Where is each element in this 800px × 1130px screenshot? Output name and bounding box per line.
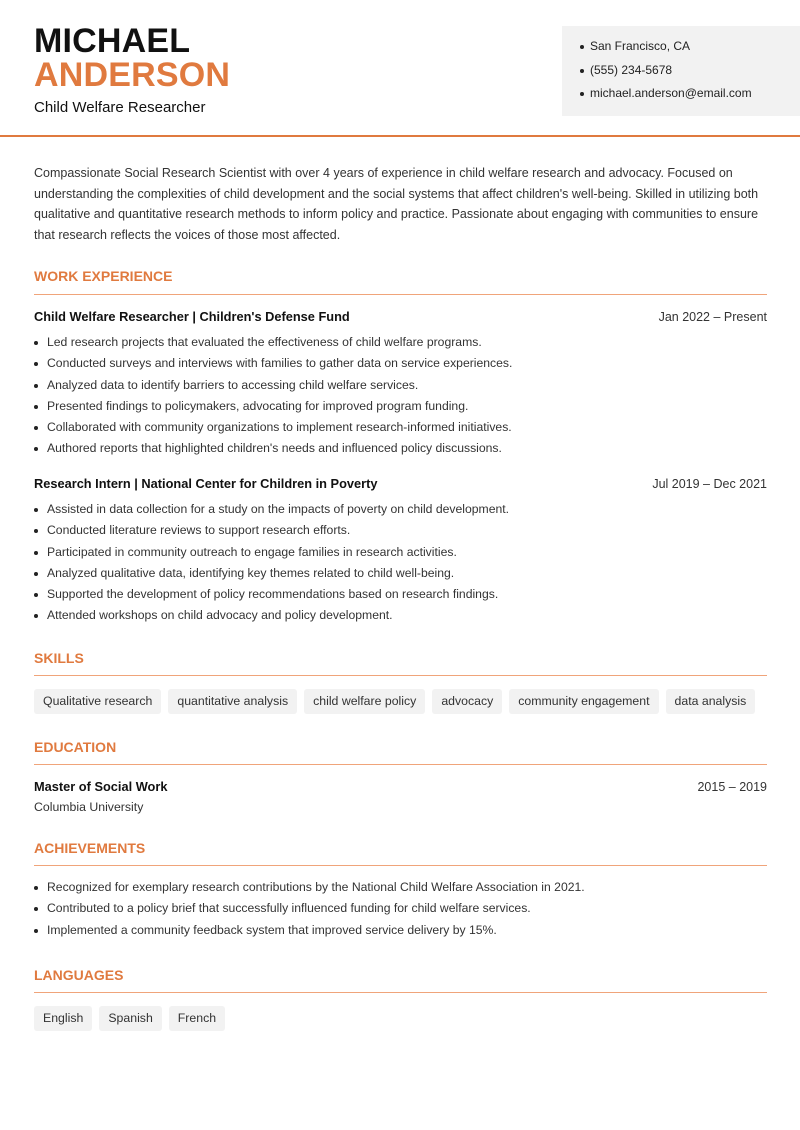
bullet-icon xyxy=(34,384,38,388)
bullet-icon xyxy=(580,45,584,49)
skill-chip: child welfare policy xyxy=(304,689,425,714)
bullet-text: Analyzed qualitative data, identifying key themes related to child well-being. xyxy=(47,565,455,580)
work-experience-heading: WORK EXPERIENCE xyxy=(34,268,173,284)
bullet-text: Contributed to a policy brief that successfully influenced funding for child welfare services. xyxy=(47,901,531,916)
achievements-list xyxy=(34,877,770,941)
language-chip: English xyxy=(34,1006,92,1031)
bullet-icon xyxy=(34,551,38,555)
list-item xyxy=(34,920,770,941)
skill-chip: Qualitative research xyxy=(34,689,161,714)
job-dates: Jan 2022 – Present xyxy=(658,310,767,324)
education-heading: EDUCATION xyxy=(34,739,117,755)
job-title: Child Welfare Researcher | Children's Defense Fund xyxy=(34,309,350,324)
skills-list xyxy=(34,689,755,714)
bullet-text: Collaborated with community organizations to implement research-informed initiatives. xyxy=(47,420,512,435)
job-bullets xyxy=(34,332,770,460)
bullet-text: Conducted literature reviews to support research efforts. xyxy=(47,523,351,538)
bullet-text: Assisted in data collection for a study on the impacts of poverty on child development. xyxy=(47,502,510,516)
bullet-text: Authored reports that highlighted children's needs and influenced policy discussions. xyxy=(47,441,502,456)
list-item xyxy=(34,438,770,459)
section-divider xyxy=(34,675,767,676)
section-divider xyxy=(34,294,767,295)
list-item xyxy=(34,353,770,374)
languages-list xyxy=(34,1006,225,1031)
bullet-text: Attended workshops on child advocacy and policy development. xyxy=(47,608,393,623)
first-name: MICHAEL xyxy=(34,22,191,60)
contact-email-text: michael.anderson@email.com xyxy=(590,86,752,100)
bullet-icon xyxy=(34,529,38,533)
list-item xyxy=(34,332,770,353)
list-item xyxy=(34,563,770,584)
list-item xyxy=(34,417,770,438)
bullet-icon xyxy=(34,907,38,911)
bullet-text: Implemented a community feedback system that improved service delivery by 15%. xyxy=(47,922,497,937)
bullet-icon xyxy=(34,447,38,451)
bullet-icon xyxy=(34,405,38,409)
contact-location xyxy=(580,38,800,62)
bullet-text: Recognized for exemplary research contributions by the National Child Welfare Association in 2021. xyxy=(47,880,585,894)
bullet-text: Participated in community outreach to engage families in research activities. xyxy=(47,544,457,559)
bullet-text: Analyzed data to identify barriers to accessing child welfare services. xyxy=(47,377,419,392)
contact-phone xyxy=(580,62,800,86)
skill-chip: data analysis xyxy=(666,689,756,714)
bullet-icon xyxy=(34,593,38,597)
bullet-icon xyxy=(34,929,38,933)
job-role: Child Welfare Researcher xyxy=(34,99,206,116)
education-degree: Master of Social Work xyxy=(34,779,168,794)
achievements-heading: ACHIEVEMENTS xyxy=(34,840,146,856)
list-item xyxy=(34,584,770,605)
bullet-icon xyxy=(34,614,38,618)
list-item xyxy=(34,877,770,898)
list-item xyxy=(34,542,770,563)
bullet-icon xyxy=(34,572,38,576)
section-divider xyxy=(34,764,767,765)
bullet-icon xyxy=(580,92,584,96)
list-item xyxy=(34,396,770,417)
list-item xyxy=(34,375,770,396)
contact-phone-text: (555) 234-5678 xyxy=(590,62,673,77)
resume-header xyxy=(0,0,800,137)
contact-location-text: San Francisco, CA xyxy=(590,39,691,53)
list-item xyxy=(34,499,770,520)
education-school: Columbia University xyxy=(34,800,144,814)
job-title: Research Intern | National Center for Children in Poverty xyxy=(34,476,378,491)
last-name: ANDERSON xyxy=(34,56,231,94)
section-divider xyxy=(34,865,767,866)
list-item xyxy=(34,898,770,919)
list-item xyxy=(34,520,770,541)
summary-text: Compassionate Social Research Scientist with over 4 years of experience in child welfare research and advocacy. Focused on understanding the complexities of child development and the social systems that affect children's well-being. Skilled in utilizing both qualitative and quantitative research methods to inform policy and practice. Passionate about engaging with communities to ensure that research reflects the voices of those most affected. xyxy=(34,166,759,243)
bullet-text: Conducted surveys and interviews with families to gather data on service experiences. xyxy=(47,356,513,371)
language-chip: French xyxy=(169,1006,225,1031)
job-dates: Jul 2019 – Dec 2021 xyxy=(652,477,767,491)
contact-box xyxy=(562,26,800,116)
bullet-icon xyxy=(34,508,38,512)
skills-heading: SKILLS xyxy=(34,650,84,666)
skill-chip: quantitative analysis xyxy=(168,689,297,714)
bullet-icon xyxy=(580,69,584,73)
bullet-text: Supported the development of policy recommendations based on research findings. xyxy=(47,587,499,602)
bullet-icon xyxy=(34,886,38,890)
section-divider xyxy=(34,992,767,993)
job-bullets xyxy=(34,499,770,627)
list-item xyxy=(34,605,770,626)
bullet-icon xyxy=(34,426,38,430)
skill-chip: community engagement xyxy=(509,689,658,714)
language-chip: Spanish xyxy=(99,1006,161,1031)
bullet-icon xyxy=(34,362,38,366)
bullet-text: Presented findings to policymakers, advocating for improved program funding. xyxy=(47,398,469,413)
skill-chip: advocacy xyxy=(432,689,502,714)
bullet-icon xyxy=(34,341,38,345)
languages-heading: LANGUAGES xyxy=(34,967,124,983)
contact-email xyxy=(580,85,800,109)
bullet-text: Led research projects that evaluated the effectiveness of child welfare programs. xyxy=(47,335,482,349)
education-dates: 2015 – 2019 xyxy=(697,780,767,794)
